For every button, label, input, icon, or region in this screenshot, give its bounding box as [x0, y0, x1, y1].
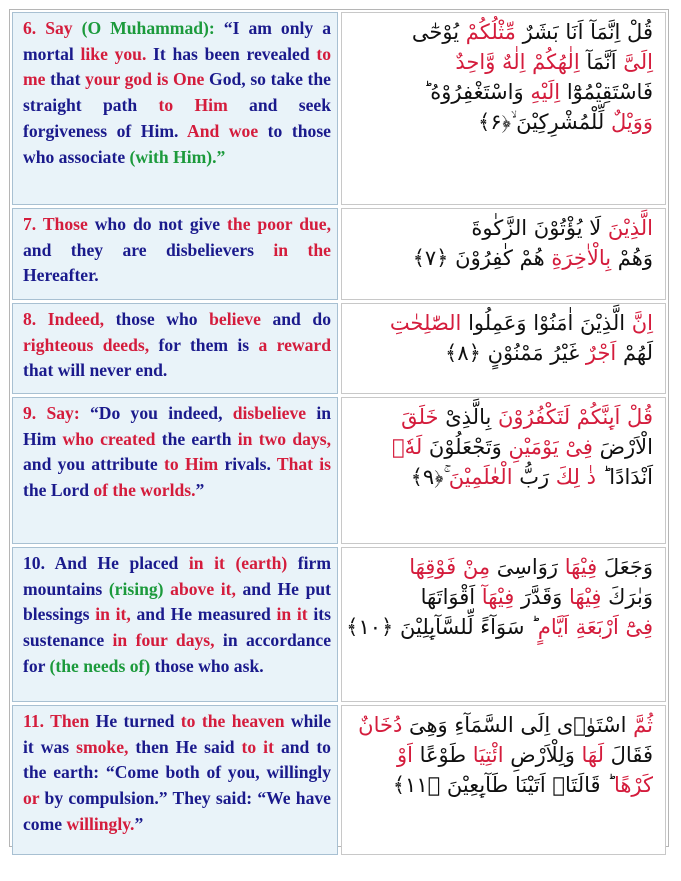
arabic-segment: رَوَاسِىَ	[490, 555, 565, 579]
verse-row-9	[12, 397, 666, 544]
arabic-segment: وَتَجْعَلُوْنَ	[422, 435, 509, 459]
english-segment: and they are disbelievers	[23, 239, 274, 260]
english-segment: for them is	[149, 334, 259, 355]
arabic-line	[352, 17, 653, 47]
english-segment: (earth)	[235, 553, 288, 573]
arabic-segment: اِلَىَّ	[623, 50, 653, 74]
english-segment: in it	[276, 604, 308, 625]
verse-row-7	[12, 208, 666, 300]
verse-row-8	[12, 303, 666, 394]
english-segment: believe	[209, 309, 261, 329]
arabic-segment: وَهُمْ	[611, 246, 653, 270]
verse-row-11	[12, 705, 666, 855]
arabic-segment: فَاسْتَقِيْمُوْٓا	[560, 80, 653, 104]
arabic-line	[352, 770, 653, 800]
arabic-segment: فِىْ يَوْمَيْنِ	[508, 435, 593, 459]
arabic-line	[346, 612, 653, 642]
arabic-segment: طَوْعًا	[412, 743, 473, 767]
arabic-segment: وَجَعَلَ	[597, 555, 653, 579]
english-segment: It has been revealed	[146, 43, 317, 64]
english-segment: smoke,	[76, 736, 129, 757]
arabic-segment: اَقْوَاتَهَا	[420, 585, 482, 609]
arabic-segment: كَرْهًا	[613, 773, 653, 797]
english-segment: the Lord	[23, 480, 94, 501]
arabic-line	[352, 462, 653, 492]
arabic-segment: قُلْ اَٮِٕنَّكُمْ	[570, 405, 653, 429]
english-segment: in four days,	[112, 630, 215, 651]
arabic-segment: فِىْٓ اَرْبَعَةِ اَيَّامٍ	[537, 615, 653, 639]
verse-row-6	[12, 12, 666, 205]
verse-10-english	[12, 547, 338, 702]
english-segment: like you.	[80, 43, 147, 64]
english-segment: above it,	[163, 578, 236, 599]
english-segment: Indeed,	[47, 309, 104, 329]
english-segment: in Him	[23, 403, 332, 449]
arabic-line	[352, 107, 653, 137]
english-segment: God, so take the straight path	[23, 69, 331, 116]
english-segment: its sustenance	[23, 604, 331, 651]
arabic-segment: بِالْاٰخِرَةِ	[551, 246, 612, 270]
verse-8-arabic	[341, 303, 666, 394]
english-segment: to it	[241, 736, 274, 757]
english-segment: and do	[260, 309, 332, 329]
english-segment: a reward	[258, 334, 331, 355]
english-segment: those who	[104, 309, 210, 329]
english-segment: 9. Say:	[23, 403, 80, 423]
arabic-segment: ؕ قَالَتَاۤ اَتَيْنَا طَآٮِٕعِيْنَ ‏﴿۱۱﴾	[392, 773, 614, 797]
english-segment: the earth	[155, 428, 238, 449]
english-segment: in it	[188, 553, 225, 573]
verse-11-arabic	[341, 705, 666, 855]
arabic-segment: اَنَّمَآ	[579, 50, 624, 74]
arabic-segment: لَهَا	[581, 743, 604, 767]
arabic-segment: اَجْرٌ	[585, 341, 617, 365]
arabic-segment: فِيْهَآ	[481, 585, 515, 609]
verse-9-english	[12, 397, 338, 544]
arabic-line	[352, 308, 653, 338]
arabic-segment: رَبُّ	[512, 465, 556, 489]
english-segment: ”	[195, 480, 205, 501]
english-segment: and He measured	[130, 604, 277, 625]
english-segment: ”	[134, 813, 144, 834]
arabic-line	[352, 552, 653, 582]
arabic-segment: يُوْحٰٓى	[411, 20, 466, 44]
arabic-segment: هُمْ كٰفِرُوْنَ ‏﴿۷﴾	[412, 246, 552, 270]
arabic-segment: دُخَانٌ	[358, 713, 403, 737]
arabic-segment: اَنْدَادًا ؕ	[595, 465, 653, 489]
arabic-segment: مِّثْلُكُمْ	[465, 20, 516, 44]
arabic-segment: بِالَّذِىْ	[438, 405, 498, 429]
english-segment: And woe	[187, 120, 259, 141]
english-segment: rivals.	[218, 454, 277, 475]
arabic-segment: فَقَالَ	[604, 743, 653, 767]
arabic-segment: الَّذِيْنَ	[607, 216, 653, 240]
verse-7-arabic	[341, 208, 666, 300]
arabic-segment: ۚ‏﴿۹﴾	[410, 465, 449, 489]
english-segment: that	[45, 69, 86, 90]
english-segment: disbelieve	[232, 403, 307, 423]
english-segment: to those who associate	[23, 120, 331, 167]
english-segment: firm mountains	[23, 553, 331, 599]
english-segment	[225, 553, 236, 573]
verse-6-arabic	[341, 12, 666, 205]
english-segment: and seek forgiveness of Him.	[23, 95, 331, 141]
english-segment: to Him	[158, 95, 228, 116]
english-segment: (O Muhammad):	[81, 18, 224, 38]
arabic-segment: وَلِلْاَرْضِ	[503, 743, 582, 767]
arabic-line	[352, 710, 653, 740]
arabic-segment: لَتَكْفُرُوْنَ	[498, 405, 571, 429]
arabic-segment: قُلْ اِنَّمَآ اَنَا بَشَرٌ	[515, 20, 653, 44]
arabic-segment: فِيْهَا	[564, 555, 598, 579]
english-segment: righteous deeds,	[23, 334, 150, 355]
english-segment: who created	[62, 428, 156, 449]
english-segment: “Do you indeed,	[79, 403, 233, 423]
english-segment: in accordance for	[23, 630, 332, 676]
arabic-segment: مِنْ فَوْقِهَا	[409, 555, 491, 579]
english-segment: 8.	[23, 309, 48, 329]
arabic-line	[352, 213, 653, 243]
english-segment: Hereafter.	[23, 265, 99, 286]
arabic-segment: اِلَيْهِ	[530, 80, 561, 104]
arabic-segment: اسْتَوٰۤى اِلَى السَّمَآءِ وَهِىَ	[402, 713, 634, 737]
arabic-line	[352, 582, 653, 612]
verse-row-10	[12, 547, 666, 702]
arabic-segment: وَقَدَّرَ	[514, 585, 569, 609]
verse-8-english	[12, 303, 338, 394]
english-segment: and you attribute	[23, 454, 165, 475]
english-segment: and to the earth: “Come both of you, willingly	[23, 736, 331, 783]
english-segment: in the	[273, 239, 331, 260]
english-segment: who do not give	[87, 214, 228, 234]
english-segment: to Him	[164, 454, 219, 475]
arabic-segment: لَا يُؤْتُوْنَ الزَّكٰوةَ	[471, 216, 608, 240]
arabic-segment: خَلَقَ	[401, 405, 439, 429]
arabic-segment: الصّٰلِحٰتِ	[389, 311, 462, 335]
arabic-line	[352, 402, 653, 432]
verse-table	[9, 9, 669, 847]
english-segment: That is	[276, 454, 332, 475]
arabic-segment: غَيْرُ مَمْنُوْنٍ ‏﴿۸﴾	[445, 341, 586, 365]
english-segment: and He put blessings	[23, 578, 331, 625]
english-segment: by compulsion.” They said: “We have come	[23, 788, 331, 834]
arabic-line	[352, 432, 653, 462]
english-segment: He turned	[89, 711, 181, 731]
arabic-segment: الَّذِيْنَ اٰمَنُوْا وَعَمِلُوا	[461, 311, 632, 335]
arabic-segment: الْعٰلَمِيْنَ	[448, 465, 513, 489]
english-segment: willingly.	[66, 813, 135, 834]
arabic-segment: ثُمَّ	[633, 713, 653, 737]
english-segment: in two days,	[237, 428, 331, 449]
english-segment: “I am only a mortal	[23, 18, 331, 64]
english-segment: Those	[42, 214, 88, 234]
arabic-segment: وَبٰرَكَ	[601, 585, 653, 609]
english-segment: then He said	[128, 736, 242, 757]
verse-11-english	[12, 705, 338, 855]
arabic-segment: اِلٰهُكُمْ اِلٰهٌ وَّاحِدٌ	[455, 50, 580, 74]
english-segment: that will never end.	[23, 360, 168, 381]
arabic-line	[352, 740, 653, 770]
arabic-segment: لَهٗۤ	[391, 435, 423, 459]
arabic-segment: ؕ سَوَآءً لِّلسَّآٮِٕلِيْنَ ‏﴿۱۰﴾	[346, 615, 538, 639]
english-segment: or	[23, 788, 40, 809]
arabic-line	[352, 47, 653, 77]
arabic-line	[352, 243, 653, 273]
arabic-line	[352, 77, 653, 107]
arabic-segment: فِيْهَا	[568, 585, 602, 609]
english-segment: those who ask.	[150, 655, 264, 676]
english-segment: while it was	[23, 711, 332, 757]
arabic-segment: اَوْ	[396, 743, 413, 767]
arabic-segment: ائْتِيَا	[472, 743, 504, 767]
arabic-segment: وَاسْتَغْفِرُوْهُ ؕ	[423, 80, 531, 104]
english-segment: 11. Then	[23, 711, 90, 731]
english-segment: the poor due,	[227, 214, 332, 234]
english-segment: (the needs of)	[49, 655, 151, 676]
english-segment: of the worlds.	[93, 480, 196, 501]
english-segment: to me	[23, 43, 331, 90]
arabic-line	[352, 338, 653, 368]
arabic-segment: اِنَّ	[631, 311, 653, 335]
english-segment: your god is One	[85, 69, 205, 90]
english-segment: 10. And He placed	[23, 553, 189, 573]
english-segment: to the heaven	[180, 711, 285, 731]
arabic-segment: ذٰ لِكَ	[555, 465, 596, 489]
arabic-segment: وَوَيْلٌ	[610, 110, 653, 134]
english-segment: (rising)	[108, 578, 164, 599]
arabic-segment: لِّلْمُشْرِكِيْنَ ۙ‏﴿۶﴾	[478, 110, 611, 134]
english-segment: 6. Say	[23, 18, 82, 38]
arabic-segment: الْاَرْضَ	[592, 435, 653, 459]
verse-7-english	[12, 208, 338, 300]
verse-6-english	[12, 12, 338, 205]
verse-10-arabic	[341, 547, 666, 702]
arabic-segment: لَهُمْ	[616, 341, 653, 365]
english-segment: in it,	[95, 604, 131, 625]
english-segment: 7.	[23, 214, 43, 234]
verse-9-arabic	[341, 397, 666, 544]
english-segment: (with Him).”	[129, 146, 226, 167]
